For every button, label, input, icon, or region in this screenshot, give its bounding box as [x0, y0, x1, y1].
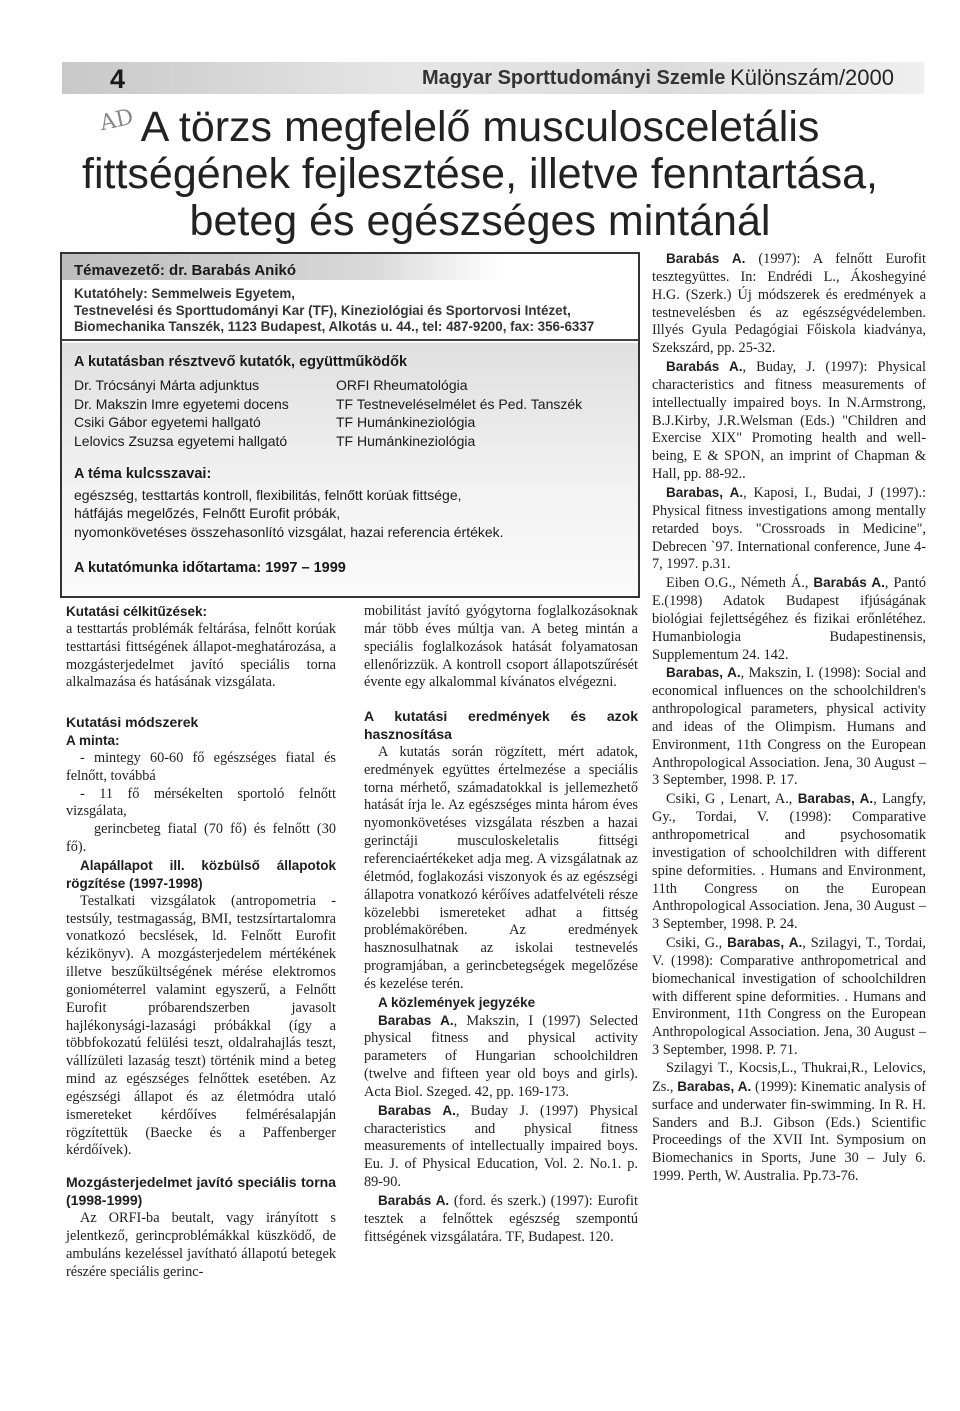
participant-row — [74, 395, 634, 414]
participant-affiliation: TF Humánkineziológia — [336, 432, 476, 449]
reference-author: Barabas, A. — [666, 665, 741, 681]
reference-author: Barabas, A. — [727, 935, 803, 951]
duration-line: A kutatómunka időtartama: 1997 – 1999 — [74, 560, 346, 576]
methods-heading: Kutatási módszerek — [66, 714, 199, 731]
divider — [62, 339, 640, 341]
reference-entry — [652, 484, 926, 574]
keywords-line: egészség, testtartás kontroll, flexibilitás, felnőtt korúak fittsége, — [74, 487, 462, 503]
reference-entry — [364, 1012, 638, 1102]
aims-text: a testtartás problémák feltárása, felnőtt korúak testtartási fittségének állapot-meghatározása, a mozgásterjedelmet javító speciális torna alkalmazása és hatásának vizsgálata. — [66, 620, 336, 691]
reference-author: Barabás A. — [666, 359, 743, 375]
participant-name: Dr. Makszin Imre egyetemi docens — [74, 395, 289, 412]
institution-line: Kutatóhely: Semmelweis Egyetem, — [74, 286, 296, 301]
handwritten-margin-note: AD — [97, 104, 136, 137]
reference-author: Barabás A. — [813, 575, 885, 591]
project-info-box — [60, 252, 640, 598]
reference-text: , Langfy, Gy., Tordai, V. (1998): Comparative anthropometrical and psychosomatik investigation of schoolchildren with different spine deformities. . Humans and Environment, 11th Congress on the European Anthropological Association. Jena, 30 August – 3 September, 1998. P. 24. — [652, 791, 926, 933]
reference-text: , Makszin, I. (1998): Social and economical influences on the schoolchildren's anthropological parameters, physical activity and ideas of the Olimpism. Humans and Environment, 11th Congress on the European Anthropological Association. Jena, 30 August – 3 September, 1998. P. 17. — [652, 665, 926, 789]
column-2 — [364, 603, 638, 1247]
issue-label: Különszám/2000 — [730, 65, 894, 90]
column-1 — [66, 603, 336, 1281]
running-header — [62, 62, 924, 94]
reference-author: Barabás A. — [378, 1193, 450, 1208]
institution-block — [74, 286, 594, 336]
reference-author: Barabas, A. — [666, 484, 744, 500]
reference-text: , Pantó E.(1998) Adatok Budapest ifjúságának biológiai fejlettségéhez és fizikai erőnlétéhez. Humanbiologia Budapestinensis, Supplementum 24. 142. — [652, 575, 927, 663]
baseline-text: Testalkati vizsgálatok (antropometria - testsúly, testmagasság, BMI, testzsírtartalomra vonatkozó becslések, ld. Felnőtt Eurofit kézikönyv). A mozgásterjedelem mértékének illetve beszűkültségének mérése elektromos goniométerrel valamint egyszerű, a Felnőtt Eurofit próbarendszerben javasolt hajlékonysági-lazasági próbákkal (így a többfokozatú felülési teszt, oldalrahajlás teszt, vállízületi lazaság teszt) történik mind a beteg mind az egészséges felnőttek esetében. Az egészségi állapot és az életmódra utaló ismereteket kérdőíves felmérésalapján rögzítettük (Baecke és a Paffenberger kérdőívek). — [66, 892, 336, 1159]
reference-text: , Buday J. (1997) Physical characteristics and physical fitness measurements of intellectually impaired boys. Eu. J. of Physical Education, Vol. 2. No.1. p. 89-90. — [364, 1102, 638, 1191]
reference-entry — [652, 934, 926, 1060]
keywords-line: hátfájás megelőzés, Felnőtt Eurofit próbák, — [74, 505, 341, 522]
reference-coauthors: Eiben O.G., Németh Á., — [666, 575, 814, 592]
reference-text: , Kaposi, I., Budai, J (1997).: Physical fitness investigations among mentally retarded boys. "Crossroads in Medicine", Debrecen `97. International conference, June 4-7, 1997. p.31. — [652, 484, 926, 573]
reference-entry — [652, 250, 926, 358]
continued-text: mobilitást javító gyógytorna foglalkozásoknak már több éves múltja van. A beteg mintán a speciális foglalkozások hatását folyamatosan ellenőrizzük. A kontroll csoport állapotszűrését évente egy alkalommal kívánatos elvégezni. — [364, 603, 638, 691]
reference-author: Barabas A. — [378, 1012, 454, 1028]
page-number: 4 — [110, 64, 126, 94]
reference-text: (1997): A felnőtt Eurofit tesztegyüttes. In: Endrédi L., Ákoshegyiné H.G. (Szerk.) Új módszerek és eredmények a testnevelésben és az egészségvédelemben. Illyés Gyula Pedagógiai Főiskola kiadványa, Szekszárd, pp. 25-32. — [652, 251, 926, 357]
reference-entry — [652, 790, 926, 934]
reference-author: Barabás A. — [666, 251, 746, 266]
participant-name: Dr. Trócsányi Márta adjunktus — [74, 377, 260, 393]
participants-heading: A kutatásban résztvevő kutatók, együttműködők — [74, 354, 408, 370]
participant-row — [74, 413, 634, 432]
sample-heading: A minta: — [66, 733, 120, 749]
institution-line: Biomechanika Tanszék, 1123 Budapest, Alkotás u. 44., tel: 487-9200, fax: 356-6337 — [74, 319, 595, 334]
participant-name: Lelovics Zsuzsa egyetemi hallgató — [74, 432, 288, 449]
results-heading: A kutatási eredmények és azok hasznosítása — [364, 708, 638, 743]
reference-entry — [652, 574, 926, 664]
title-line: beteg és egészséges mintánál — [189, 197, 771, 245]
participant-affiliation: TF Humánkineziológia — [336, 414, 476, 430]
publications-heading: A közlemények jegyzéke — [378, 994, 536, 1010]
gym-heading: Mozgásterjedelmet javító speciális torna (1998-1999) — [66, 1174, 336, 1209]
aims-heading: Kutatási célkitűzések: — [66, 604, 208, 619]
reference-text: (ford. és szerk.) (1997): Eurofit tesztek a felnőttek egészség szempontú fittségének vizsgálatára. TF, Budapest. 120. — [364, 1193, 638, 1245]
institution-line: Testnevelési és Sporttudományi Kar (TF), Kineziológiai és Sportorvosi Intézet, — [74, 302, 571, 318]
participant-row — [74, 432, 634, 451]
reference-coauthors: Csiki, G., — [666, 935, 728, 952]
reference-text: , Szilagyi, T., Tordai, V. (1998): Comparative anthropometrical and biomechanical investigation of schoolchildren with different spine deformities. . Humans and Environment, 11th Congress on the European Anthropological Association. Jena, 30 August – 3 September, 1998. P. 71. — [652, 935, 926, 1059]
sample-item: gerincbeteg fiatal (70 fő) és felnőtt (30 fő). — [66, 821, 336, 856]
sample-item: - mintegy 60-60 fő egészséges fiatal és felnőtt, továbbá — [66, 749, 336, 784]
results-text: A kutatás során rögzített, mért adatok, eredmények együttes értelmezése a speciális torna mérhető, számadatokkal is jellemezhető hatását írja le. Az egészséges minta három éves nyomonkövetéses vizsgálata részben a hazai gerinctáji musculoskeletalis fittségi referenciaértékeket adja meg. A vizsgálatnak az életmód, foglakozási viszonyok és az egészségi állapotra vonatkozó kérőíves adatfelvételi része közelebbi ismereteket adhat a fittség problémakörében. Az eredmények hasznosulhatnak az iskolai testnevelés programjában, a gerincbetegségek megelőzése és kezelése terén. — [364, 743, 638, 992]
reference-coauthors: Szilagyi T., Kocsis,L., Thukrai,R., Lelovics, Zs., — [652, 1059, 926, 1095]
reference-text: , Buday, J. (1997): Physical characteristics and fitness measurements of intellectually impaired boys. In N.Armstrong, B.J.Kirby, J.R.Welsman (Eds.) "Children and Exercise XIX" Promoting health and well-being, E & SPON, an imprint of Chapman & Hall, pp. 88-92.. — [652, 359, 926, 483]
reference-author: Barabas, A. — [677, 1078, 752, 1094]
reference-author: Barabas A. — [378, 1102, 456, 1118]
reference-entry — [364, 1192, 638, 1247]
reference-entry — [652, 1060, 926, 1186]
topic-leader: Témavezető: dr. Barabás Anikó — [74, 262, 297, 279]
keywords-list — [74, 486, 636, 541]
column-3 — [652, 250, 926, 1186]
reference-entry — [652, 664, 926, 790]
reference-entry — [364, 1102, 638, 1192]
participant-affiliation: TF Testneveléselmélet és Ped. Tanszék — [336, 395, 583, 412]
gym-text: Az ORFI-ba beutalt, vagy irányított s jelentkező, gerincproblémákkal küszködő, de ambuláns kezeléssel javítható állapotú betegek részére speciális gerinc- — [66, 1210, 336, 1280]
keywords-heading: A téma kulcsszavai: — [74, 466, 212, 482]
reference-text: (1999): Kinematic analysis of surface and underwater fin-swimming. In R. H. Sanders and B.J. Gibson (Eds.) Scientific Proceedings of the XVII Int. Symposium on Biomechanics in Sports, June 30 – July 6. 1999. Perth, W. Australia. Pp.73-76. — [652, 1078, 926, 1185]
title-line: fittségének fejlesztése, illetve fenntartása, — [82, 150, 878, 198]
reference-entry — [652, 358, 926, 484]
title-line: A törzs megfelelő musculosceletális — [140, 103, 820, 151]
participant-name: Csiki Gábor egyetemi hallgató — [74, 414, 261, 430]
article-title — [30, 104, 930, 245]
keywords-line: nyomonkövetéses összehasonlító vizsgálat, hazai referencia értékek. — [74, 523, 504, 540]
journal-title: Magyar Sporttudományi Szemle — [422, 67, 726, 89]
participant-row — [74, 376, 634, 395]
reference-coauthors: Csiki, G , Lenart, A., — [666, 791, 798, 808]
reference-text: , Makszin, I (1997) Selected physical fitness and physical activity parameters of Hungarian schoolchildren (twelve and fifteen year old boys and girls). Acta Biol. Szeged. 42, pp. 169-173. — [364, 1012, 638, 1100]
baseline-heading: Alapállapot ill. közbülső állapotok rögzítése (1997-1998) — [66, 857, 336, 891]
participant-affiliation: ORFI Rheumatológia — [336, 377, 468, 393]
sample-item: - 11 fő mérsékelten sportoló felnőtt vizsgálata, — [66, 785, 336, 820]
participants-list — [74, 376, 634, 450]
reference-author: Barabas, A. — [797, 791, 874, 807]
